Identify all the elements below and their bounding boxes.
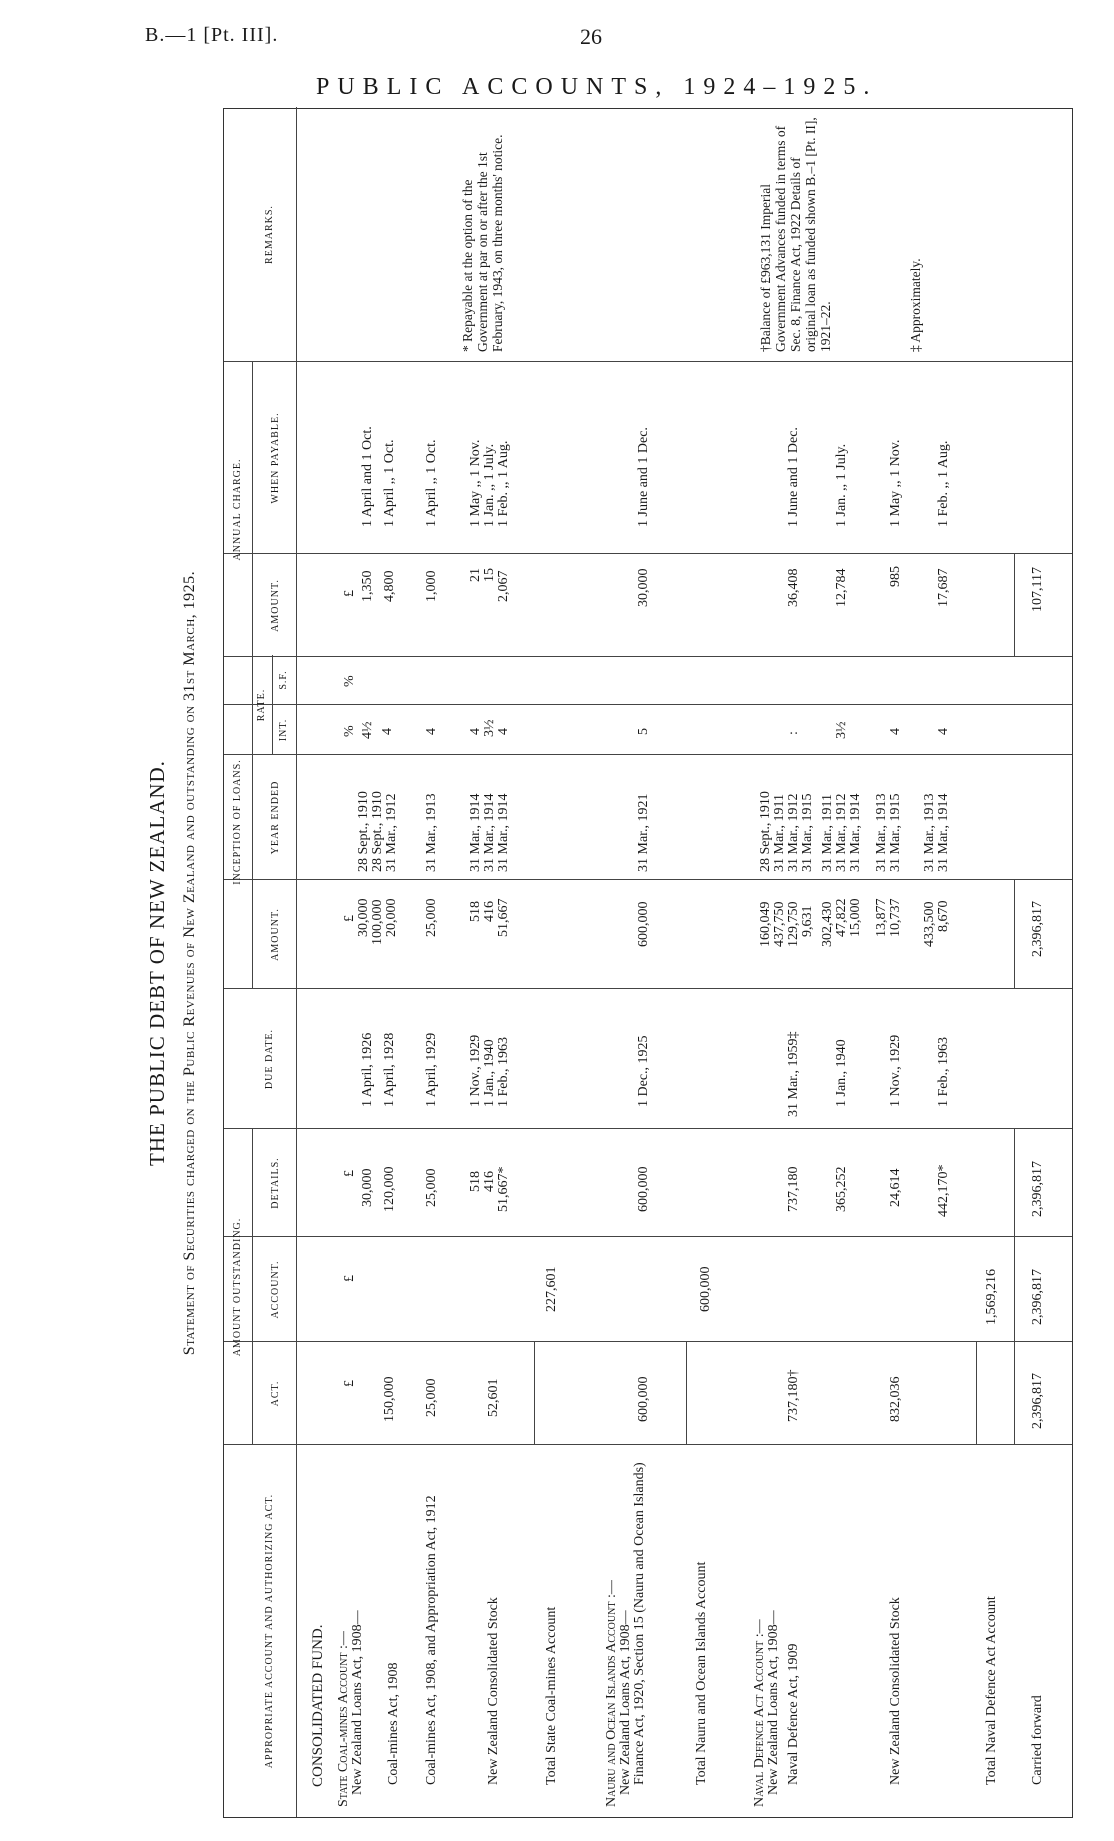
naval-r4-due: 1 Feb., 1963 bbox=[936, 1037, 951, 1107]
naval-r2-due: 1 Jan., 1940 bbox=[834, 1039, 849, 1107]
naval-r1-due: 31 Mar., 1959‡ bbox=[786, 1031, 801, 1117]
coal-r3-year-1: 31 Mar., 1914 bbox=[482, 793, 497, 872]
nauru-act: 600,000 bbox=[636, 1376, 651, 1422]
coal-r1-year-0: 28 Sept., 1910 bbox=[356, 791, 371, 872]
carried-act: 2,396,817 bbox=[1030, 1373, 1045, 1429]
coal-r3-due-0: 1 Nov., 1929 bbox=[468, 1034, 483, 1107]
coal-r1-amount1: 1,350 bbox=[360, 570, 375, 602]
coal-r3-inc-1: 416 bbox=[482, 901, 497, 922]
coal-total: 227,601 bbox=[544, 1266, 559, 1312]
naval-r1-label: Naval Defence Act, 1909 bbox=[786, 1643, 801, 1785]
coal-r1-year-2: 31 Mar., 1912 bbox=[384, 793, 399, 872]
coal-r1-label: Coal-mines Act, 1908 bbox=[386, 1662, 401, 1785]
naval-r3-act: 832,036 bbox=[888, 1376, 903, 1422]
naval-r2-inc-1: 47,822 bbox=[834, 898, 849, 937]
naval-r2-year-1: 31 Mar., 1912 bbox=[834, 793, 849, 872]
unit-inc: £ bbox=[342, 915, 357, 922]
unit-details: £ bbox=[342, 1170, 357, 1177]
naval-r3-label: New Zealand Consolidated Stock bbox=[888, 1597, 903, 1785]
naval-r2-year-2: 31 Mar., 1914 bbox=[848, 793, 863, 872]
naval-r4-inc-1: 8,670 bbox=[936, 900, 951, 932]
col-approp: APPROPRIATE ACCOUNT AND AUTHORIZING ACT. bbox=[264, 1493, 275, 1769]
carried-amount: 107,117 bbox=[1030, 567, 1045, 612]
unit-sf: % bbox=[342, 675, 357, 687]
coal-r2-int: 4 bbox=[424, 728, 439, 735]
carried-details: 2,396,817 bbox=[1030, 1161, 1045, 1217]
coal-r1-details1: 30,000 bbox=[360, 1168, 375, 1207]
coal-r1-when1: 1 April and 1 Oct. bbox=[360, 426, 375, 527]
debt-table bbox=[223, 108, 1073, 1818]
coal-r2-year: 31 Mar., 1913 bbox=[424, 793, 439, 872]
naval-r4-details: 442,170* bbox=[936, 1164, 951, 1217]
naval-r3-year-0: 31 Mar., 1913 bbox=[874, 793, 889, 872]
coal-r3-amount-2: 2,067 bbox=[496, 570, 511, 602]
col-sf: S.F. bbox=[278, 670, 289, 690]
page-number: 26 bbox=[580, 24, 602, 49]
naval-r3-when: 1 May ,, 1 Nov. bbox=[888, 439, 903, 527]
coal-r1-int2: 4 bbox=[380, 728, 395, 735]
coal-r3-int-2: 4 bbox=[496, 728, 511, 735]
col-account: ACCOUNT. bbox=[270, 1260, 281, 1319]
coal-r2-act: 25,000 bbox=[424, 1378, 439, 1417]
col-year-ended: YEAR ENDED bbox=[270, 780, 281, 855]
coal-r1-year-1: 28 Sept., 1910 bbox=[370, 791, 385, 872]
naval-r1-inc-3: 9,631 bbox=[800, 905, 815, 937]
naval-r3-inc-0: 13,877 bbox=[874, 898, 889, 937]
naval-account: Naval Defence Act Account :— bbox=[752, 1619, 767, 1807]
col-act: ACT. bbox=[270, 1380, 281, 1407]
naval-r1-year-1: 31 Mar., 1911 bbox=[772, 793, 787, 872]
nauru-account: Nauru and Ocean Islands Account :— bbox=[604, 1580, 619, 1807]
carried-label: Carried forward bbox=[1030, 1695, 1045, 1785]
naval-r2-year-0: 31 Mar., 1911 bbox=[820, 793, 835, 872]
col-due-date: DUE DATE. bbox=[264, 1028, 275, 1090]
naval-r1-year-2: 31 Mar., 1912 bbox=[786, 793, 801, 872]
unit-account: £ bbox=[342, 1275, 357, 1282]
coal-r3-details-2: 51,667* bbox=[496, 1166, 511, 1212]
nauru-amount: 30,000 bbox=[636, 568, 651, 607]
col-details: DETAILS. bbox=[270, 1157, 281, 1209]
naval-r3-due: 1 Nov., 1929 bbox=[888, 1034, 903, 1107]
naval-r3-int: 4 bbox=[888, 728, 903, 735]
nauru-due: 1 Dec., 1925 bbox=[636, 1035, 651, 1107]
coal-r3-inc-0: 518 bbox=[468, 901, 483, 922]
coal-r3-label: New Zealand Consolidated Stock bbox=[486, 1597, 501, 1785]
naval-r1-year-0: 28 Sept., 1910 bbox=[758, 791, 773, 872]
col-when-payable: WHEN PAYABLE. bbox=[270, 412, 281, 504]
coal-r3-due-2: 1 Feb., 1963 bbox=[496, 1037, 511, 1107]
page-ref: B.—1 [Pt. III]. bbox=[145, 24, 279, 46]
naval-total: 1,569,216 bbox=[984, 1269, 999, 1325]
naval-r2-inc-2: 15,000 bbox=[848, 898, 863, 937]
coal-r1-when2: 1 April ,, 1 Oct. bbox=[382, 439, 397, 527]
naval-r1-details: 737,180 bbox=[786, 1166, 801, 1212]
naval-r4-inc-0: 433,500 bbox=[922, 901, 937, 947]
remark-3: ‡ Approximately. bbox=[908, 258, 923, 352]
coal-r1-details2: 120,000 bbox=[382, 1166, 397, 1212]
coal-r3-int-0: 4 bbox=[468, 728, 483, 735]
nauru-year: 31 Mar., 1921 bbox=[636, 793, 651, 872]
naval-r1-act: 737,180† bbox=[786, 1369, 801, 1422]
unit-act: £ bbox=[342, 1380, 357, 1387]
naval-r3-year-1: 31 Mar., 1915 bbox=[888, 793, 903, 872]
coal-r3-due-1: 1 Jan., 1940 bbox=[482, 1039, 497, 1107]
naval-r3-amount: 985 bbox=[888, 566, 903, 587]
coal-r1-due2: 1 April, 1928 bbox=[382, 1032, 397, 1107]
unit-ac: £ bbox=[342, 590, 357, 597]
consolidated-fund-heading: CONSOLIDATED FUND. bbox=[310, 1624, 326, 1787]
naval-r2-inc-0: 302,430 bbox=[820, 901, 835, 947]
naval-r2-when: 1 Jan. ,, 1 July. bbox=[834, 443, 849, 527]
col-rate: RATE. bbox=[256, 688, 267, 722]
remark-1: * Repayable at the option of the Government at par on or after the 1st February, 1943, on three months' notice. bbox=[460, 134, 505, 352]
coal-r3-act: 52,601 bbox=[486, 1378, 501, 1417]
naval-loans-act: New Zealand Loans Act, 1908— bbox=[766, 1610, 781, 1795]
naval-total-label: Total Naval Defence Act Account bbox=[984, 1596, 999, 1785]
coal-r3-when-0: 1 May ,, 1 Nov. bbox=[468, 439, 483, 527]
coal-r2-when: 1 April ,, 1 Oct. bbox=[424, 439, 439, 527]
coal-r3-details-0: 518 bbox=[468, 1171, 483, 1192]
naval-r1-inc-2: 129,750 bbox=[786, 901, 801, 947]
coal-r2-label: Coal-mines Act, 1908, and Appropriation Act, 1912 bbox=[424, 1495, 439, 1785]
coal-r3-year-2: 31 Mar., 1914 bbox=[496, 793, 511, 872]
sheet-title: THE PUBLIC DEBT OF NEW ZEALAND. bbox=[145, 760, 169, 1166]
coal-r3-when-2: 1 Feb. ,, 1 Aug. bbox=[496, 440, 511, 527]
naval-r2-int: 3½ bbox=[834, 721, 849, 739]
coal-r2-amount: 1,000 bbox=[424, 570, 439, 602]
coal-r1-act: 150,000 bbox=[382, 1376, 397, 1422]
naval-r2-details: 365,252 bbox=[834, 1166, 849, 1212]
coal-r1-inc-0: 30,000 bbox=[356, 898, 371, 937]
coal-r2-details: 25,000 bbox=[424, 1168, 439, 1207]
naval-r1-when: 1 June and 1 Dec. bbox=[786, 427, 801, 527]
coal-r1-amount2: 4,800 bbox=[382, 570, 397, 602]
coal-r3-details-1: 416 bbox=[482, 1171, 497, 1192]
coal-r3-inc-2: 51,667 bbox=[496, 898, 511, 937]
sheet-subtitle: Statement of Securities charged on the Public Revenues of New Zealand and outstanding on 31st March, 1925. bbox=[181, 570, 198, 1356]
coal-r1-due1: 1 April, 1926 bbox=[360, 1032, 375, 1107]
naval-r1-inc-1: 437,750 bbox=[772, 901, 787, 947]
col-ac-amount: AMOUNT. bbox=[270, 579, 281, 632]
remark-2: †Balance of £963,131 Imperial Government Advances funded in terms of Sec. 8, Finance Act, 1922 Details of original loan as funded shown B.–1 [Pt. II], 1921–22. bbox=[758, 117, 833, 352]
nauru-when: 1 June and 1 Dec. bbox=[636, 427, 651, 527]
col-inception: INCEPTION OF LOANS. bbox=[232, 759, 243, 885]
coal-r1-inc-1: 100,000 bbox=[370, 899, 385, 945]
col-inc-amount: AMOUNT. bbox=[270, 908, 281, 961]
coal-r3-amount-0: 21 bbox=[468, 568, 483, 582]
col-amount-outstanding: AMOUNT OUTSTANDING. bbox=[232, 1217, 243, 1357]
coal-r3-year-0: 31 Mar., 1914 bbox=[468, 793, 483, 872]
nauru-label: Finance Act, 1920, Section 15 (Nauru and Ocean Islands) bbox=[632, 1462, 647, 1785]
naval-r4-year-0: 31 Mar., 1913 bbox=[922, 793, 937, 872]
coal-r2-inc: 25,000 bbox=[424, 898, 439, 937]
public-debt-sheet bbox=[145, 108, 1075, 1818]
col-annual-charge: ANNUAL CHARGE. bbox=[232, 458, 243, 561]
naval-r1-inc-0: 160,049 bbox=[758, 901, 773, 947]
nauru-loans-act: New Zealand Loans Act, 1908— bbox=[618, 1610, 633, 1795]
naval-r3-inc-1: 10,737 bbox=[888, 898, 903, 937]
naval-r4-int: 4 bbox=[936, 728, 951, 735]
naval-r3-details: 24,614 bbox=[888, 1168, 903, 1207]
nauru-inc: 600,000 bbox=[636, 901, 651, 947]
naval-r4-amount: 17,687 bbox=[936, 568, 951, 607]
coal-r3-int-1: 3½ bbox=[482, 719, 497, 737]
col-int: INT. bbox=[278, 718, 289, 742]
naval-r1-amount: 36,408 bbox=[786, 568, 801, 607]
carried-account: 2,396,817 bbox=[1030, 1269, 1045, 1325]
nauru-details: 600,000 bbox=[636, 1166, 651, 1212]
coal-total-label: Total State Coal-mines Account bbox=[544, 1606, 559, 1785]
naval-r4-year-1: 31 Mar., 1914 bbox=[936, 793, 951, 872]
coal-r1-int1: 4½ bbox=[360, 721, 375, 739]
carried-inc: 2,396,817 bbox=[1030, 901, 1045, 957]
nauru-int: 5 bbox=[636, 728, 651, 735]
col-remarks: REMARKS. bbox=[264, 205, 275, 264]
coal-loans-act: New Zealand Loans Act, 1908— bbox=[350, 1610, 365, 1795]
coal-r2-due: 1 April, 1929 bbox=[424, 1032, 439, 1107]
nauru-total: 600,000 bbox=[698, 1266, 713, 1312]
coal-r3-when-1: 1 Jan. ,, 1 July. bbox=[482, 443, 497, 527]
nauru-total-label: Total Nauru and Ocean Islands Account bbox=[694, 1561, 709, 1785]
naval-r1-int: : bbox=[786, 731, 801, 735]
naval-r2-amount: 12,784 bbox=[834, 568, 849, 607]
unit-int: % bbox=[342, 725, 357, 737]
page-title: PUBLIC ACCOUNTS, 1924–1925. bbox=[316, 74, 878, 100]
naval-r1-year-3: 31 Mar., 1915 bbox=[800, 793, 815, 872]
naval-r4-when: 1 Feb. ,, 1 Aug. bbox=[936, 440, 951, 527]
coal-account: State Coal-mines Account :— bbox=[336, 1631, 351, 1807]
coal-r3-amount-1: 15 bbox=[482, 568, 497, 582]
coal-r1-inc-2: 20,000 bbox=[384, 898, 399, 937]
